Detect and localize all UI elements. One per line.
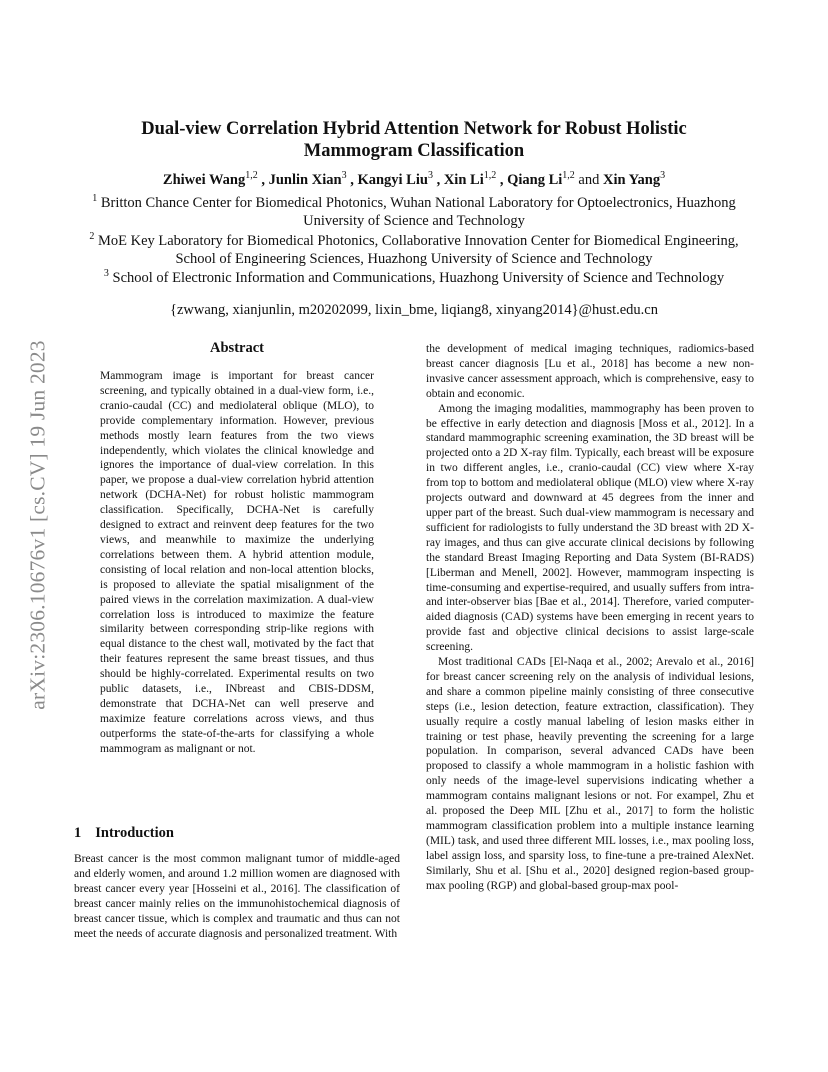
affiliation-3: $^3$ School of Electronic Information and Communications, Huazhong University of Science and Technology bbox=[103, 268, 725, 286]
section-number: 1 bbox=[74, 825, 82, 841]
paragraph: Among the imaging modalities, mammography has been proven to be effective in early detection and diagnosis [Moss et al., 2012]. In a standard mammographic screening examination, the 3D breast will be projected onto a 2D X-ray film. Typically, each breast will be exposure in two different angles, i.e., cranio-caudal (CC) view where X-ray from top to bottom and mediolateral oblique (MLO) view where X-ray projects outward and downward at 45 degrees from the inner and upper part of the breast. Such dual-view mammogram is necessary and sufficient for radiologists to fully understand the 3D breast with 2D X-ray images, and thus can give accurate clinical decisions by following the standard Breast Imaging Reporting and Data System (BI-RADS) [Liberman and Menell, 2002]. However, mammogram inspecting is time-consuming and expertise-required, and usually suffers from intra- and inter-observer bias [Bae et al., 2014]. Therefore, varied computer-aided diagnosis (CAD) systems have been emerging in recent years to provide fast and objective clinical decisions to assist large-scale screening. bbox=[426, 402, 754, 654]
right-column bbox=[426, 342, 754, 894]
abstract-body: Mammogram image is important for breast cancer screening, and typically obtained in a dual-view form, i.e., cranio-caudal (CC) and mediolateral oblique (MLO), to provide complementary information. However, previous methods mostly learn features from the two views independently, which violates the clinical knowledge and ignores the importance of dual-view correlation. In this paper, we propose a dual-view correlation hybrid attention network (DCHA-Net) for robust holistic mammogram classification. Specifically, DCHA-Net is carefully designed to extract and reinvent deep features for the two views, and meanwhile to maximize the underlying correlations between them. A hybrid attention module, consisting of local relation and non-local attention blocks, is proposed to alleviate the spatial misalignment of the paired views in the correlation maximization. A dual-view correlation loss is introduced to maximize the feature similarity between corresponding strip-like regions with equal distance to the chest wall, motivated by the fact that their features represent the same breast tissues, and thus should be highly-correlated. Experimental results on two public datasets, i.e., INbreast and CBIS-DDSM, demonstrate that DCHA-Net can well preserve and maximize feature correlations across views, and thus outperforms the state-of-the-arts for classifying a whole mammogram as malignant or not. bbox=[100, 370, 374, 755]
paper-title: Dual-view Correlation Hybrid Attention Network for Robust Holistic Mammogram Classification bbox=[141, 119, 687, 161]
author-list: Zhiwei Wang$^{1,2}$ , Junlin Xian$^3$ , Kangyi Liu$^3$ , Xin Li$^{1,2}$ , Qiang Li$^{1,2}$ and Xin Yang$^3$ bbox=[162, 170, 666, 188]
paragraph: the development of medical imaging techniques, radiomics-based breast cancer diagnosis [Lu et al., 2018] has become a new non-invasive cancer assessment approach, which is comprehensive, easy to obtain and economic. bbox=[426, 343, 754, 400]
author-and: and bbox=[578, 171, 600, 188]
abstract-heading: Abstract bbox=[210, 340, 264, 356]
author: Xin Yang$^3$ bbox=[602, 170, 666, 188]
section-heading-introduction bbox=[74, 825, 174, 842]
section-title: Introduction bbox=[95, 825, 174, 841]
affiliation-2: $^2$ MoE Key Laboratory for Biomedical Photonics, Collaborative Innovation Center for Biomedical Engineering, School of Engineering Sciences, Huazhong University of Science and Technology bbox=[89, 231, 739, 268]
paragraph: Most traditional CADs [El-Naqa et al., 2002; Arevalo et al., 2016] for breast cancer screening rely on the analysis of individual lesions, and share a common pipeline mainly consisting of three consecutive steps (i.e., lesion detection, feature extraction, classification). They usually require a costly manual labeling of lesion masks either in training or test phase, heavily preventing the screening for a large population. In comparison, several advanced CADs have been proposed to classify a whole mammogram in a holistic fashion with only needs of the image-level supervisions indicating whether a mammogram contains malignant lesions or not. For exampel, Zhu et al. proposed the Deep MIL [Zhu et al., 2017] to form the holistic mammogram classification problem into a multiple instance learning (MIL) task, and used three different MIL losses, i.e., max pooling loss, label assign loss, and sparsity loss, to fine-tune a pre-trained AlexNet. Similarly, Shu et al. [Shu et al., 2020] designed region-based group-max pooling (RGP) and global-based group-max pool- bbox=[426, 656, 754, 892]
introduction-paragraph: Breast cancer is the most common malignant tumor of middle-aged and elderly women, and around 1.2 million women are diagnosed with breast cancer every year [Hosseini et al., 2016]. The classification of breast cancer mainly relies on the immunohistochemical diagnosis of breast cancer tissue, which is complex and traumatic and thus can not meet the needs of accurate diagnosis and personalized treatment. With bbox=[74, 853, 400, 940]
author: Zhiwei Wang$^{1,2}$ bbox=[162, 170, 258, 188]
author-emails: {zwwang, xianjunlin, m20202099, lixin_bme, liqiang8, xinyang2014}@hust.edu.cn bbox=[170, 302, 658, 318]
author: Junlin Xian$^3$ bbox=[268, 170, 347, 188]
arxiv-stamp-text: arXiv:2306.10676v1 [cs.CV] 19 Jun 2023 bbox=[25, 340, 50, 710]
affiliation-1: $^1$ Britton Chance Center for Biomedical Photonics, Wuhan National Laboratory for Optoelectronics, Huazhong University of Science and Technology bbox=[92, 193, 736, 230]
author: Qiang Li$^{1,2}$ bbox=[507, 170, 575, 188]
author: Xin Li$^{1,2}$ bbox=[443, 170, 497, 188]
author: Kangyi Liu$^3$ bbox=[357, 170, 433, 188]
arxiv-stamp bbox=[18, 290, 58, 760]
